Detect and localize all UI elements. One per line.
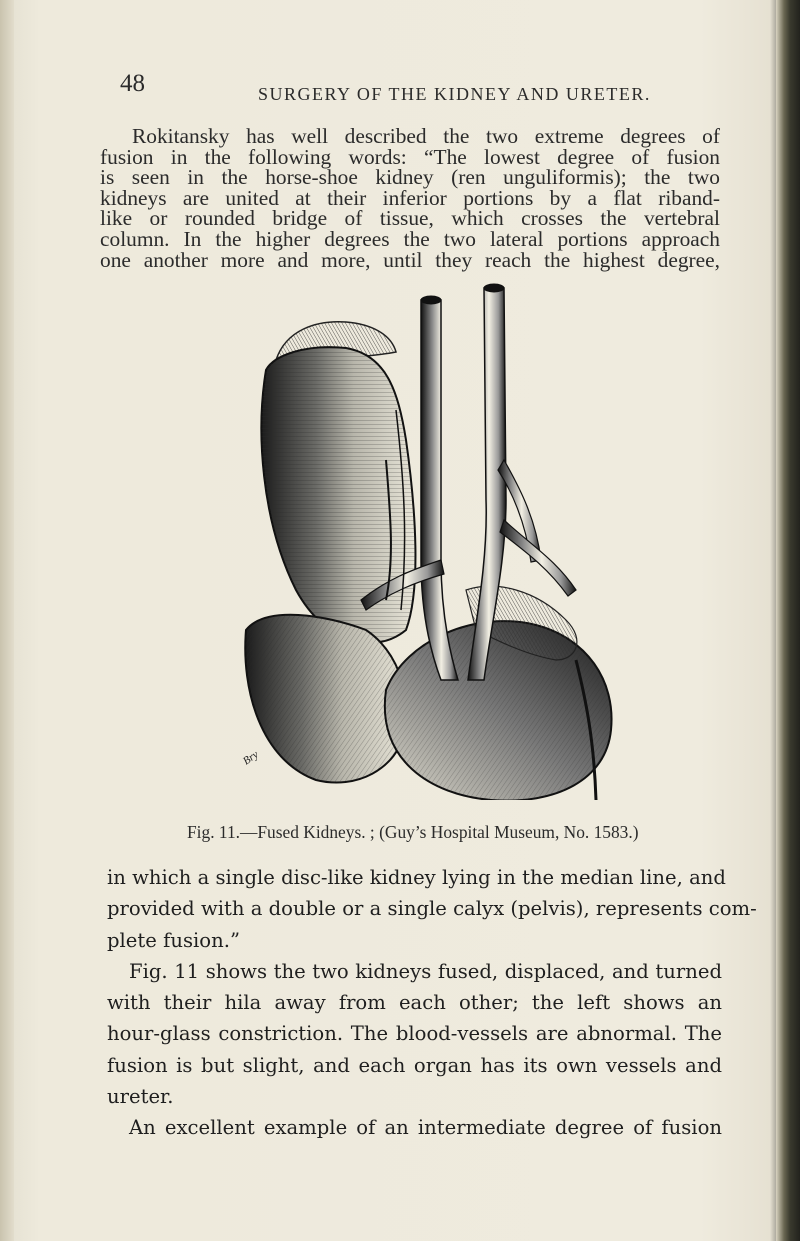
paragraph-line: like or rounded bridge of tissue, which crosses the vertebral <box>100 206 720 231</box>
paragraph-line: Rokitansky has well described the two extreme degrees of <box>132 124 720 148</box>
branch-vessel <box>500 520 576 596</box>
paragraph-line: ureter. <box>107 1085 174 1109</box>
paragraph-line: kidneys are united at their inferior portions by a flat riband- <box>100 185 720 210</box>
paragraph-line: one another more and more, until they reach the highest degree, <box>100 247 720 272</box>
page-left-edge <box>0 0 14 1241</box>
paragraph-line: with their hila away from each other; the left shows an <box>107 991 722 1015</box>
figure-caption: Fig. 11.—Fused Kidneys. ; (Guy’s Hospital Museum, No. 1583.) <box>187 822 639 842</box>
paragraph-line: fusion in the following words: “The lowest degree of fusion <box>100 144 720 169</box>
paragraph-line: Fig. 11 shows the two kidneys fused, displaced, and turned <box>129 959 722 983</box>
page-right-edge <box>776 0 800 1241</box>
engraving-svg <box>236 260 636 800</box>
paragraph-line: column. In the higher degrees the two lateral portions approach <box>100 226 720 251</box>
paragraph-line: hour-glass constriction. The blood-vessels are abnormal. The <box>107 1022 722 1046</box>
paragraph-line: is seen in the horse-shoe kidney (ren unguliformis); the two <box>100 165 720 190</box>
page-number: 48 <box>120 70 145 97</box>
paragraph-line: provided with a double or a single calyx (pelvis), represents com- <box>107 897 757 921</box>
paragraph-line: fusion is but slight, and each organ has its own vessels and <box>107 1053 722 1077</box>
paragraph-line: An excellent example of an intermediate degree of fusion <box>129 1116 722 1140</box>
paragraph-line: in which a single disc-like kidney lying in the median line, and <box>107 866 726 889</box>
fused-kidneys-illustration <box>236 260 636 800</box>
running-head: SURGERY OF THE KIDNEY AND URETER. <box>258 84 651 104</box>
svg-text:Bry: Bry <box>240 748 261 768</box>
paragraph-1 <box>100 126 720 270</box>
paragraph-line: plete fusion.” <box>107 928 240 952</box>
paragraph-2 <box>107 862 757 1144</box>
aorta-vessel <box>421 300 458 680</box>
